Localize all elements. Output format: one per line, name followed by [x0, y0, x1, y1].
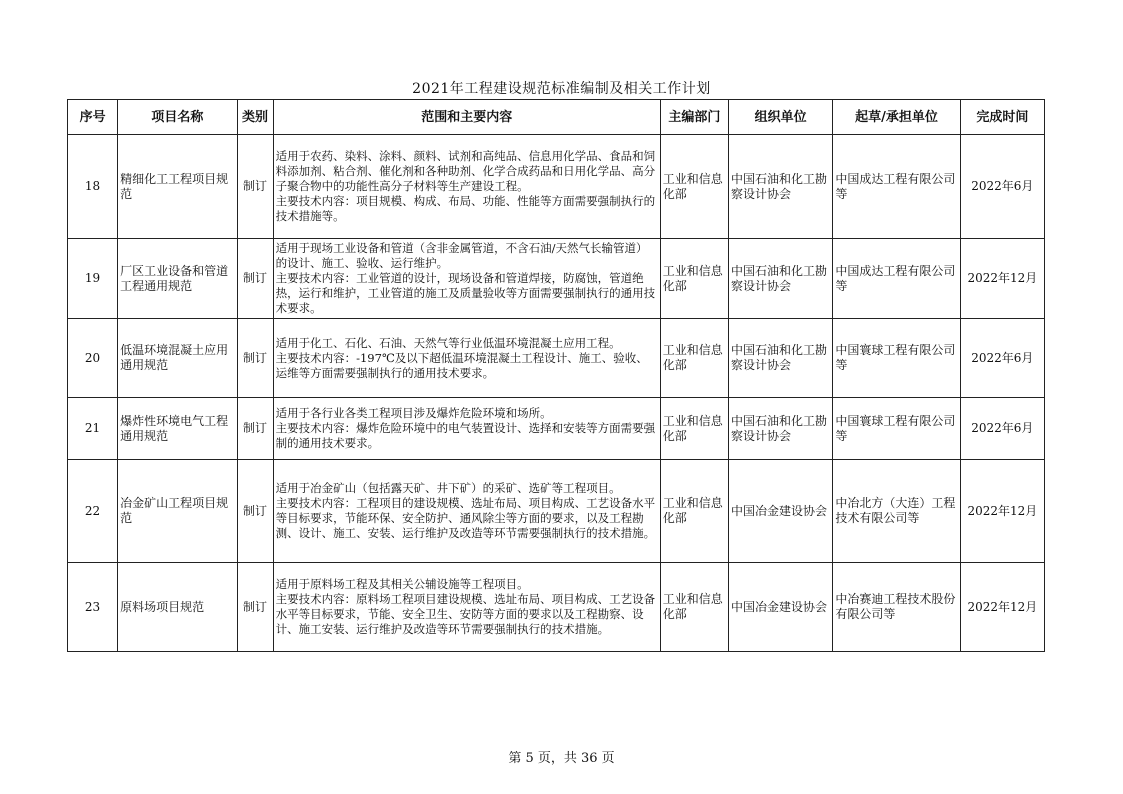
project-name: 原料场项目规范: [118, 563, 237, 652]
project-type: 制订: [237, 460, 273, 563]
chief-department: 工业和信息化部: [660, 563, 728, 652]
document-title: 2021年工程建设规范标准编制及相关工作计划: [412, 81, 711, 97]
row-number: 23: [68, 563, 118, 652]
completion-date: 2022年6月: [960, 319, 1044, 398]
header-dept: 主编部门: [660, 100, 728, 135]
completion-date: 2022年12月: [960, 563, 1044, 652]
row-number: 19: [68, 239, 118, 319]
project-scope: 适用于现场工业设备和管道（含非金属管道，不含石油/天然气长输管道）的设计、施工、验收、运行维护。 主要技术内容：工业管道的设计，现场设备和管道焊接，防腐蚀，管道绝热，运行和维护，工业管道的施工及质量验收等方面需要强制执行的通用技术要求。: [273, 239, 660, 319]
project-name: 冶金矿山工程项目规范: [118, 460, 237, 563]
organizing-unit: 中国石油和化工勘察设计协会: [729, 319, 833, 398]
row-number: 22: [68, 460, 118, 563]
header-drafter: 起草/承担单位: [833, 100, 960, 135]
drafting-unit: 中国寰球工程有限公司等: [833, 398, 960, 460]
completion-date: 2022年6月: [960, 135, 1044, 239]
chief-department: 工业和信息化部: [660, 239, 728, 319]
table-row: [68, 319, 1045, 398]
chief-department: 工业和信息化部: [660, 398, 728, 460]
page-number: 第 5 页，共 36 页: [508, 751, 615, 766]
drafting-unit: 中国寰球工程有限公司等: [833, 319, 960, 398]
row-number: 21: [68, 398, 118, 460]
chief-department: 工业和信息化部: [660, 319, 728, 398]
work-plan-table: [67, 99, 1045, 652]
row-number: 20: [68, 319, 118, 398]
project-name: 厂区工业设备和管道工程通用规范: [118, 239, 237, 319]
project-name: 精细化工工程项目规范: [118, 135, 237, 239]
organizing-unit: 中国冶金建设协会: [729, 563, 833, 652]
table-row: [68, 563, 1045, 652]
organizing-unit: 中国石油和化工勘察设计协会: [729, 398, 833, 460]
organizing-unit: 中国石油和化工勘察设计协会: [729, 135, 833, 239]
drafting-unit: 中国成达工程有限公司等: [833, 135, 960, 239]
chief-department: 工业和信息化部: [660, 460, 728, 563]
organizing-unit: 中国冶金建设协会: [729, 460, 833, 563]
header-no: 序号: [68, 100, 118, 135]
header-scope: 范围和主要内容: [273, 100, 660, 135]
header-org: 组织单位: [729, 100, 833, 135]
table-row: [68, 239, 1045, 319]
project-name: 爆炸性环境电气工程通用规范: [118, 398, 237, 460]
header-date: 完成时间: [960, 100, 1044, 135]
project-type: 制订: [237, 398, 273, 460]
project-type: 制订: [237, 563, 273, 652]
completion-date: 2022年12月: [960, 239, 1044, 319]
chief-department: 工业和信息化部: [660, 135, 728, 239]
table-row: [68, 398, 1045, 460]
table-header-row: [68, 100, 1045, 135]
project-type: 制订: [237, 135, 273, 239]
project-scope: 适用于各行业各类工程项目涉及爆炸危险环境和场所。 主要技术内容：爆炸危险环境中的电气装置设计、选择和安装等方面需要强制的通用技术要求。: [273, 398, 660, 460]
completion-date: 2022年12月: [960, 460, 1044, 563]
drafting-unit: 中冶北方（大连）工程技术有限公司等: [833, 460, 960, 563]
drafting-unit: 中国成达工程有限公司等: [833, 239, 960, 319]
organizing-unit: 中国石油和化工勘察设计协会: [729, 239, 833, 319]
project-scope: 适用于冶金矿山（包括露天矿、井下矿）的采矿、选矿等工程项目。 主要技术内容：工程项目的建设规模、选址布局、项目构成、工艺设备水平等目标要求，节能环保、安全防护、通风除尘等方面的要求，以及工程勘测、设计、施工、安装、运行维护及改造等环节需要强制执行的技术措施。: [273, 460, 660, 563]
row-number: 18: [68, 135, 118, 239]
header-name: 项目名称: [118, 100, 237, 135]
project-scope: 适用于化工、石化、石油、天然气等行业低温环境混凝土应用工程。 主要技术内容：-197℃及以下超低温环境混凝土工程设计、施工、验收、运维等方面需要强制执行的通用技术要求。: [273, 319, 660, 398]
completion-date: 2022年6月: [960, 398, 1044, 460]
project-type: 制订: [237, 239, 273, 319]
project-scope: 适用于原料场工程及其相关公辅设施等工程项目。 主要技术内容：原料场工程项目建设规模、选址布局、项目构成、工艺设备水平等目标要求，节能、安全卫生、安防等方面的要求以及工程勘察、设计、施工安装、运行维护及改造等环节需要强制执行的技术措施。: [273, 563, 660, 652]
project-name: 低温环境混凝土应用通用规范: [118, 319, 237, 398]
table-row: [68, 135, 1045, 239]
header-type: 类别: [237, 100, 273, 135]
project-type: 制订: [237, 319, 273, 398]
drafting-unit: 中冶赛迪工程技术股份有限公司等: [833, 563, 960, 652]
project-scope: 适用于农药、染料、涂料、颜料、试剂和高纯品、信息用化学品、食品和饲料添加剂、粘合剂、催化剂和各种助剂、化学合成药品和日用化学品、高分子聚合物中的功能性高分子材料等生产建设工程。 主要技术内容：项目规模、构成、布局、功能、性能等方面需要强制执行的技术措施等。: [273, 135, 660, 239]
table-row: [68, 460, 1045, 563]
